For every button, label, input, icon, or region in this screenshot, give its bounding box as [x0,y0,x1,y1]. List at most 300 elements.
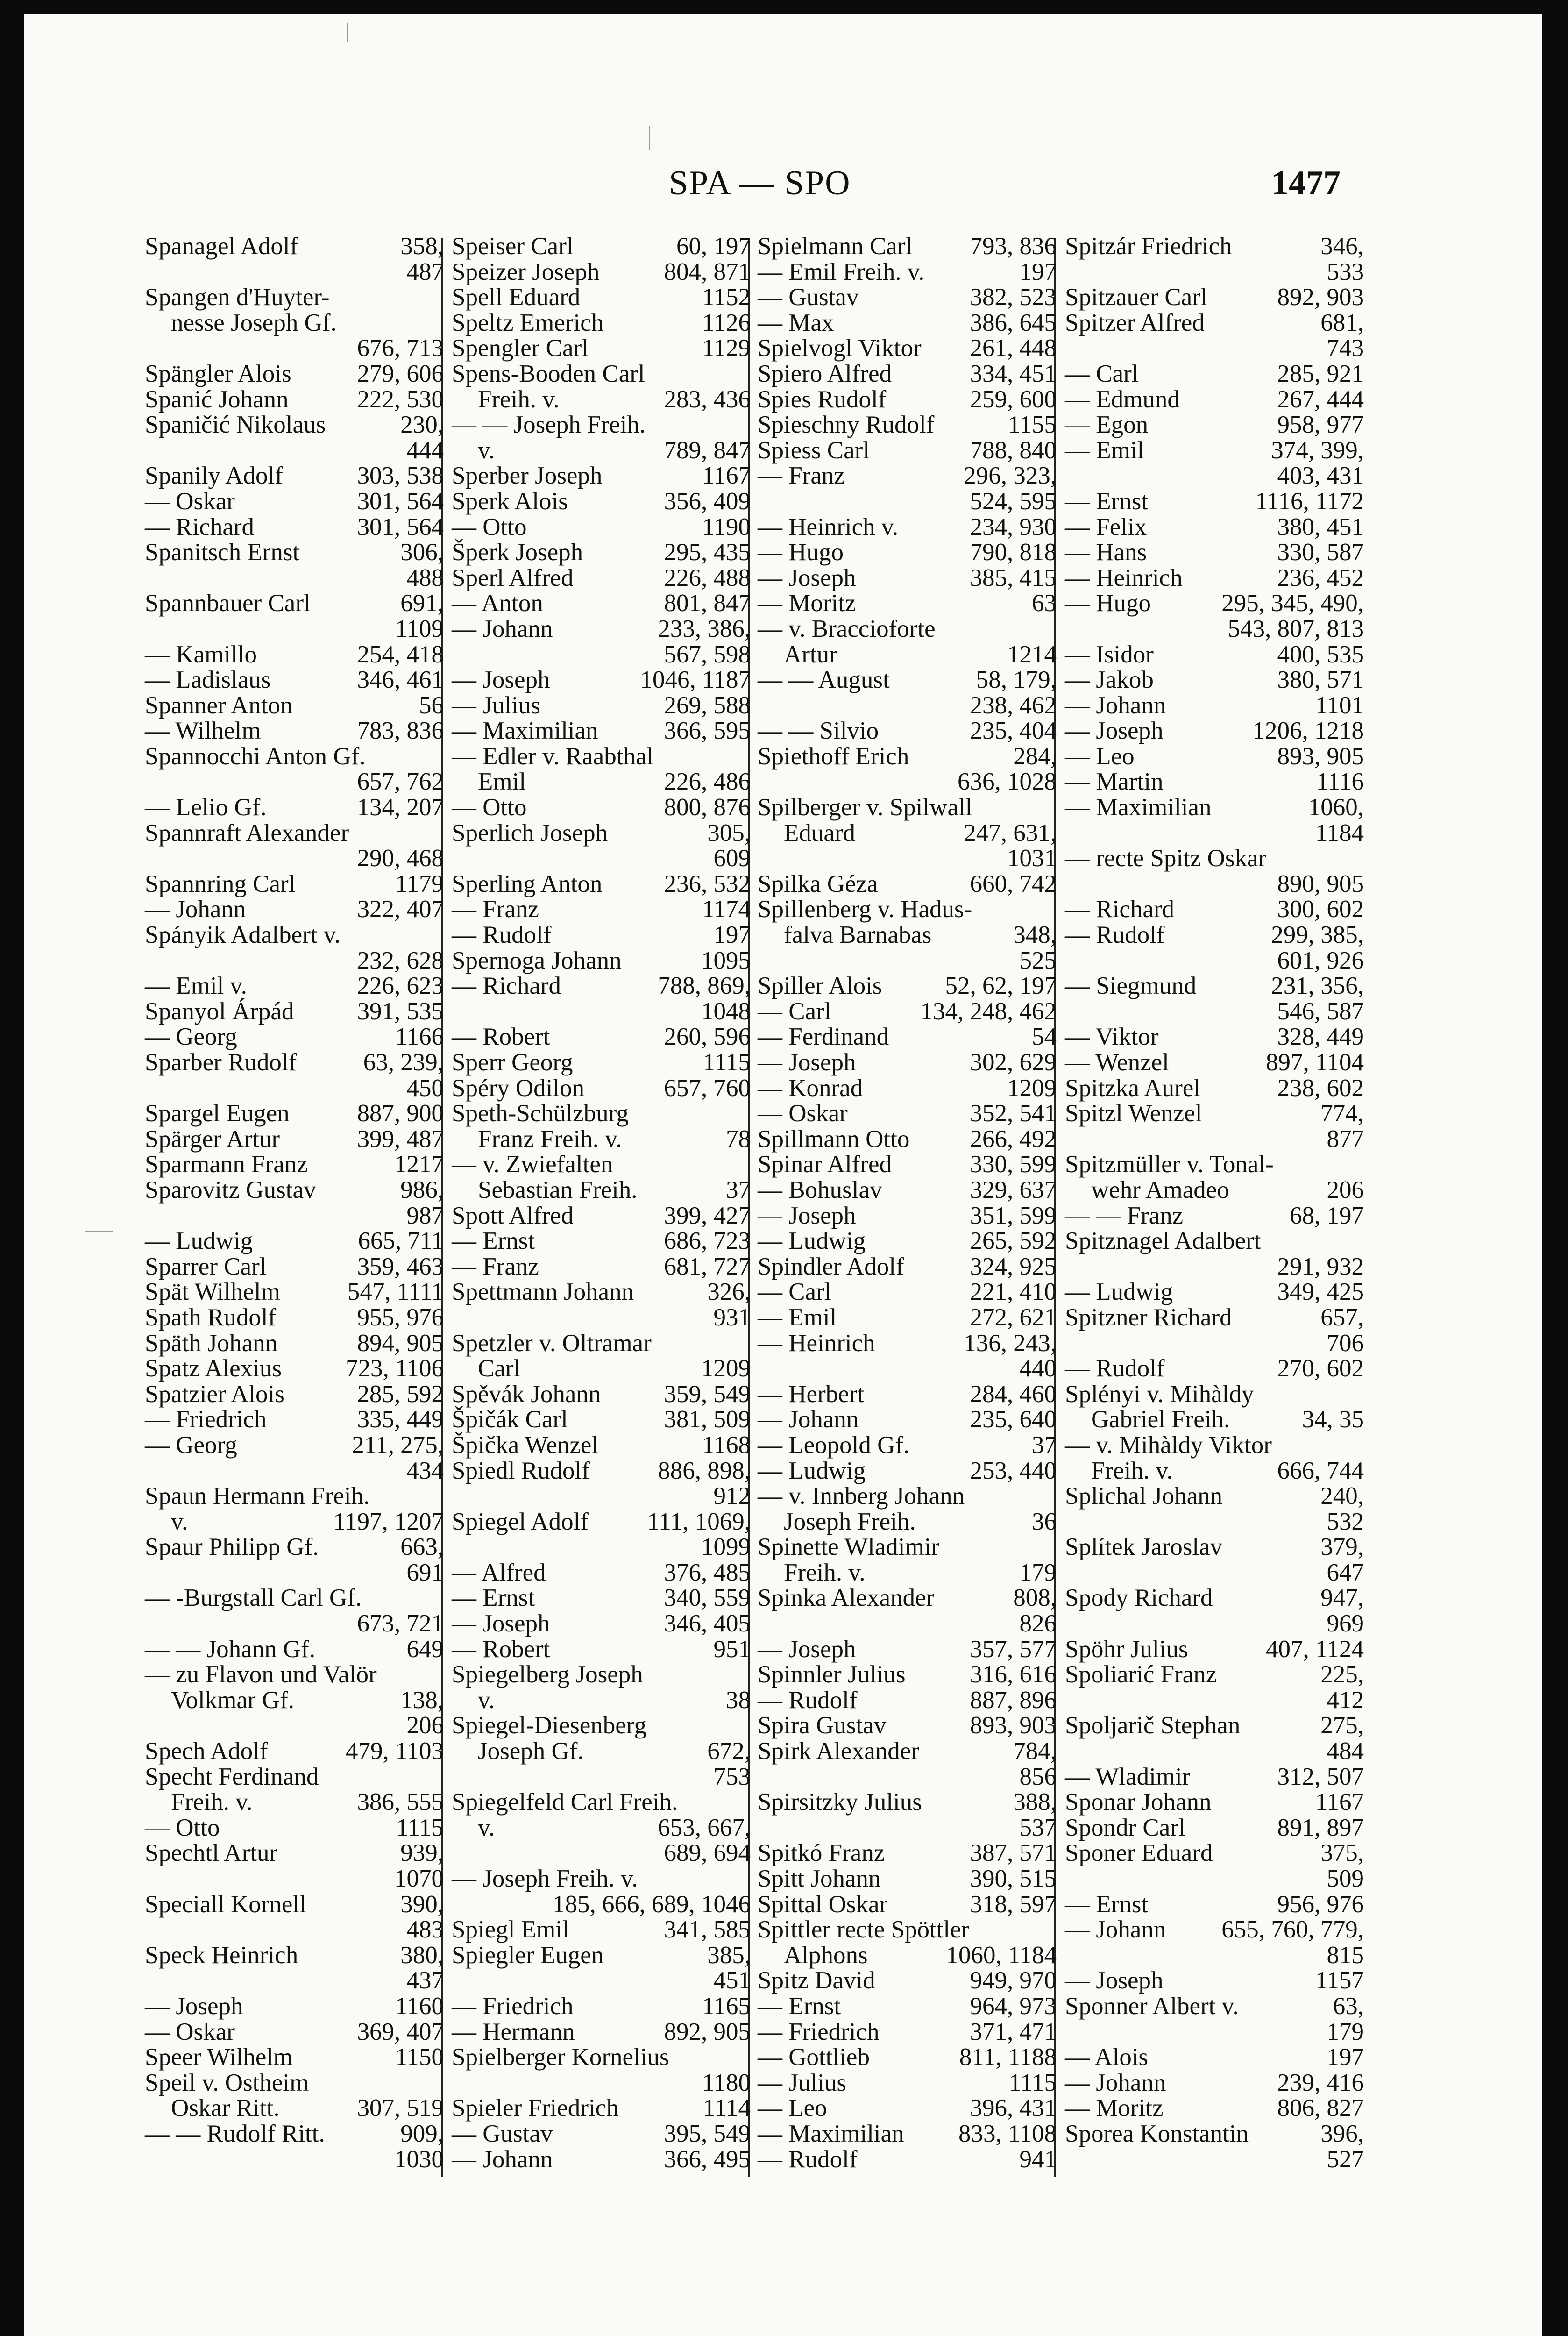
entry-name: — Heinrich [1065,564,1183,591]
index-entry-line [1065,1789,1364,1815]
entry-page-refs: 1168 [702,1431,751,1459]
index-entry-line [1065,1611,1364,1637]
index-entry-line [145,1840,444,1866]
entry-page-refs: 947, [1320,1584,1364,1612]
entry-page-refs: 63, [1333,1992,1364,2020]
index-entry-line [758,1611,1057,1637]
index-entry-line [758,540,1057,565]
entry-name: Franz Freih. v. [478,1125,622,1153]
entry-name: — Kamillo [145,641,257,668]
index-entry-line [145,769,444,795]
entry-page-refs: 58, 179, [976,666,1057,694]
entry-page-refs: 385, 415 [970,564,1057,591]
entry-name: Spargel Eugen [145,1100,290,1127]
entry-name: Spath Rudolf [145,1303,277,1331]
entry-name: — Herbert [758,1380,865,1408]
index-entry-line [145,820,444,846]
entry-name: — v. Zwiefalten [452,1151,613,1178]
entry-name: Spanitsch Ernst [145,539,300,566]
index-entry-line [145,2019,444,2045]
entry-page-refs: 60, 197 [676,233,751,260]
entry-page-refs: 329, 637 [970,1176,1057,1204]
entry-name: — Bohuslav [758,1176,882,1204]
entry-page-refs: 887, 900 [357,1100,444,1127]
entry-page-refs: 269, 588 [664,691,751,719]
entry-page-refs: 484 [1327,1738,1364,1765]
entry-page-refs: 1174 [702,896,751,923]
index-entry-line [758,1637,1057,1662]
entry-page-refs: 260, 596 [664,1023,751,1051]
entry-name: — Joseph [758,1635,856,1663]
index-entry-line [758,2019,1057,2045]
entry-page-refs: 666, 744 [1277,1457,1364,1484]
entry-name: Spilka Géza [758,870,878,897]
entry-name: Sponner Albert v. [1065,1992,1239,2020]
entry-page-refs: 179 [1327,2018,1364,2045]
entry-name: — Joseph [1065,717,1164,745]
index-entry-line [145,1203,444,1229]
entry-name: Spira Gustav [758,1712,887,1739]
entry-page-refs: 138, [400,1686,444,1714]
index-entry-line [758,744,1057,769]
entry-page-refs: 987 [406,1202,444,1229]
entry-page-refs: 374, 399, [1271,436,1364,464]
entry-name: — Edmund [1065,385,1180,413]
entry-name: — Wilhelm [145,717,261,745]
entry-name: — Max [758,309,834,336]
index-entry-line [1065,1075,1364,1101]
index-entry-line [145,1305,444,1331]
index-entry-line [758,565,1057,591]
entry-name: — Otto [452,513,527,541]
entry-name: — Heinrich [758,1329,875,1357]
entry-page-refs: 266, 492 [970,1125,1057,1153]
index-entry-line [1065,1764,1364,1790]
entry-name: — Hans [1065,539,1147,566]
index-entry-line [145,846,444,871]
entry-page-refs: 382, 523 [970,284,1057,311]
index-entry-line [1065,1943,1364,1968]
entry-name: — Joseph [452,1610,550,1638]
entry-name: — Maximilian [1065,794,1212,821]
entry-name: Sparrer Carl [145,1253,267,1280]
entry-page-refs: 330, 587 [1277,539,1364,566]
index-entry-line [145,1688,444,1713]
index-entry-line [145,1968,444,1994]
entry-page-refs: 236, 532 [664,870,751,897]
entry-page-refs: 527 [1327,2145,1364,2173]
index-entry-line [1065,1126,1364,1152]
entry-page-refs: 790, 818 [970,539,1057,566]
entry-page-refs: 247, 631, [964,819,1057,847]
entry-page-refs: 346, 461 [357,666,444,694]
entry-name: Spiegelberg Joseph [452,1661,643,1688]
entry-page-refs: 380, 571 [1277,666,1364,694]
index-entry-line [452,1509,751,1535]
index-entry-line [1065,540,1364,565]
entry-page-refs: 240, [1320,1482,1364,1510]
index-entry-line [758,846,1057,871]
entry-page-refs: 357, 577 [970,1635,1057,1663]
index-entry-line [452,871,751,897]
index-entry-line [452,922,751,948]
entry-page-refs: 380, [400,1941,444,1969]
index-entry-line [758,1024,1057,1050]
index-entry-line [452,1305,751,1331]
entry-page-refs: 1116 [1316,768,1364,796]
entry-page-refs: 222, 530 [357,385,444,413]
entry-page-refs: 253, 440 [970,1457,1057,1484]
entry-page-refs: 134, 248, 462 [920,997,1057,1025]
entry-name: — Emil [1065,436,1144,464]
index-entry-line [1065,744,1364,769]
index-entry-line [452,1152,751,1177]
index-entry-line [758,922,1057,948]
entry-name: Spoljarič Stephan [1065,1712,1241,1739]
index-entry-line [1065,1840,1364,1866]
index-entry-line [1065,565,1364,591]
index-entry-line [758,1101,1057,1126]
entry-page-refs: 412 [1327,1686,1364,1714]
entry-page-refs: 1109 [395,615,444,642]
entry-page-refs: 488 [406,564,444,591]
index-entry-line [452,489,751,514]
entry-page-refs: 239, 416 [1277,2069,1364,2096]
index-entry-line [1065,1534,1364,1560]
index-entry-line [452,1611,751,1637]
entry-name: — Wladimir [1065,1763,1191,1790]
index-entry-line [1065,412,1364,438]
entry-name: Joseph Freih. [784,1508,916,1535]
index-entry-line [145,1611,444,1637]
entry-name: Spiegel Adolf [452,1508,589,1535]
entry-page-refs: 400, 535 [1277,641,1364,668]
entry-name: Spanyol Árpád [145,997,294,1025]
entry-page-refs: 221, 410 [970,1278,1057,1306]
entry-page-refs: 806, 827 [1277,2094,1364,2122]
index-entry-line [1065,2044,1364,2070]
index-entry-line [452,1279,751,1305]
entry-name: Spitzauer Carl [1065,284,1207,311]
entry-name: — Gottlieb [758,2044,870,2071]
index-entry-line [1065,642,1364,668]
entry-name: Spiero Alfred [758,360,892,387]
entry-page-refs: 349, 425 [1277,1278,1364,1306]
index-entry-line [1065,2147,1364,2172]
entry-name: — Johann [758,1406,859,1433]
index-entry-line [1065,1331,1364,1356]
entry-page-refs: 567, 598 [664,641,751,668]
entry-name: falva Barnabas [784,921,932,949]
entry-name: Spittal Oskar [758,1890,888,1918]
entry-page-refs: 784, [1013,1738,1057,1765]
entry-name: Spieschny Rudolf [758,411,935,439]
index-entry-line [1065,1994,1364,2019]
index-entry-line [452,1203,751,1229]
index-entry-line [452,387,751,413]
index-entry-line [1065,2095,1364,2121]
entry-name: Spielvogl Viktor [758,335,922,362]
entry-page-refs: 546, 587 [1277,997,1364,1025]
index-entry-line [452,1560,751,1586]
entry-page-refs: 369, 407 [357,2018,444,2045]
entry-page-refs: 1209 [1007,1074,1057,1102]
entry-name: Späth Johann [145,1329,278,1357]
index-entry-line [145,565,444,591]
entry-name: Spaun Hermann Freih. [145,1482,370,1510]
entry-page-refs: 1101 [1315,691,1364,719]
index-entry-line [1065,948,1364,974]
index-entry-line [452,463,751,489]
index-entry-line [758,1254,1057,1280]
entry-name: Spengler Carl [452,335,589,362]
index-entry-line [145,871,444,897]
entry-name: — zu Flavon und Valör [145,1661,377,1688]
entry-name: — Joseph [145,1992,243,2020]
entry-page-refs: 1209 [701,1355,751,1382]
entry-name: Spitz David [758,1967,875,1994]
entry-page-refs: 379, [1320,1533,1364,1561]
index-entry-line [145,1279,444,1305]
entry-name: — Ernst [758,1992,841,2020]
entry-page-refs: 285, 921 [1277,360,1364,387]
index-entry-line [1065,1968,1364,1994]
entry-page-refs: 804, 871 [664,258,751,285]
entry-page-refs: 37 [726,1176,751,1204]
entry-page-refs: 403, 431 [1277,462,1364,490]
entry-page-refs: 964, 973 [970,1992,1057,2020]
entry-page-refs: 348, [1013,921,1057,949]
index-entry-line [452,1177,751,1203]
entry-page-refs: 1217 [394,1151,444,1178]
entry-name: — recte Spitz Oskar [1065,845,1267,872]
index-entry-line [145,693,444,719]
index-entry-line [452,1892,751,1917]
index-entry-line [1065,259,1364,285]
index-entry-line [452,1050,751,1075]
entry-name: Spetzler v. Oltramar [452,1329,652,1357]
index-entry-line [145,795,444,820]
entry-name: — Alois [1065,2044,1149,2071]
entry-page-refs: 681, 727 [664,1253,751,1280]
index-entry-line [145,922,444,948]
entry-name: Spernoga Johann [452,947,622,974]
entry-page-refs: 387, 571 [970,1839,1057,1867]
index-entry-line [452,2095,751,2121]
entry-name: — Siegmund [1065,972,1197,1000]
entry-page-refs: 307, 519 [357,2094,444,2122]
entry-page-refs: 279, 606 [357,360,444,387]
entry-page-refs: 808, [1013,1584,1057,1612]
entry-page-refs: 407, 1124 [1265,1635,1364,1663]
entry-name: Sporea Konstantin [1065,2120,1249,2147]
entry-page-refs: 206 [406,1712,444,1739]
index-entry-line [758,1534,1057,1560]
index-entry-line [758,361,1057,387]
index-entry-line [145,1126,444,1152]
entry-page-refs: 358, [400,233,444,260]
entry-name: Sperl Alfred [452,564,574,591]
entry-page-refs: 892, 905 [664,2018,751,2045]
entry-page-refs: 939, [400,1839,444,1867]
entry-name: Spilberger v. Spilwall [758,794,972,821]
entry-page-refs: 1031 [1007,845,1057,872]
index-entry-line [1065,1738,1364,1764]
entry-name: — Emil Freih. v. [758,258,925,285]
index-entry-line [145,1382,444,1407]
entry-page-refs: 893, 905 [1277,742,1364,770]
entry-name: — Oskar [145,2018,235,2045]
entry-name: Spitkó Franz [758,1839,885,1867]
index-entry-line [145,1815,444,1841]
index-entry-line [452,642,751,668]
entry-name: Spiller Alois [758,972,882,1000]
entry-page-refs: 1190 [702,513,751,541]
index-entry-line [758,310,1057,336]
entry-page-refs: 390, 515 [970,1865,1057,1892]
index-entry-line [452,948,751,974]
index-entry-line [758,2044,1057,2070]
index-entry-line [1065,1509,1364,1535]
index-entry-line [1065,310,1364,336]
index-column-1 [145,234,444,2172]
entry-page-refs: 359, 463 [357,1253,444,1280]
index-entry-line [758,1331,1057,1356]
index-entry-line [452,1688,751,1713]
index-entry-line [145,1152,444,1177]
entry-page-refs: 826 [1019,1610,1057,1638]
entry-page-refs: 299, 385, [1271,921,1364,949]
entry-name: — Emil v. [145,972,247,1000]
entry-page-refs: 1129 [702,335,751,362]
entry-page-refs: 346, 405 [664,1610,751,1638]
entry-page-refs: 285, 592 [357,1380,444,1408]
entry-page-refs: 232, 628 [357,947,444,974]
entry-name: — Otto [452,794,527,821]
index-entry-line [145,1917,444,1943]
entry-name: — Rudolf [1065,1355,1165,1382]
entry-name: Emil [478,768,526,796]
entry-name: Joseph Gf. [478,1738,584,1765]
index-entry-line [145,335,444,361]
entry-name: — Ludwig [1065,1278,1173,1306]
entry-page-refs: 483 [406,1916,444,1944]
index-entry-line [1065,1305,1364,1331]
index-entry-line [758,2121,1057,2147]
index-entry-line [1065,999,1364,1025]
entry-name: — Joseph [758,564,856,591]
entry-page-refs: 691 [406,1559,444,1586]
index-entry-line [145,1483,444,1509]
entry-page-refs: 537 [1019,1814,1057,1841]
entry-name: — Isidor [1065,641,1154,668]
entry-name: — Leo [1065,742,1135,770]
index-entry-line [758,1305,1057,1331]
index-entry-line [452,616,751,642]
index-entry-line [452,2121,751,2147]
entry-page-refs: 284, 460 [970,1380,1057,1408]
index-entry-line [758,973,1057,999]
entry-name: — Leo [758,2094,827,2122]
index-entry-line [758,259,1057,285]
entry-page-refs: 1160 [395,1992,444,2020]
entry-name: — Felix [1065,513,1147,541]
entry-page-refs: 1214 [1007,641,1057,668]
index-entry-line [1065,438,1364,463]
entry-page-refs: 672, [707,1738,751,1765]
index-entry-line [758,1943,1057,1968]
index-entry-line [145,1407,444,1432]
entry-name: — Ludwig [145,1227,253,1255]
index-entry-line [758,234,1057,259]
index-entry-line [1065,387,1364,413]
entry-page-refs: 68, 197 [1290,1202,1364,1229]
entry-name: — Ferdinand [758,1023,889,1051]
index-entry-line [758,1738,1057,1764]
entry-name: — Viktor [1065,1023,1159,1051]
entry-page-refs: 890, 905 [1277,870,1364,897]
entry-name: Spechtl Artur [145,1839,278,1867]
entry-page-refs: 231, 356, [1271,972,1364,1000]
entry-name: — v. Mihàldy Viktor [1065,1431,1272,1459]
entry-page-refs: 396, 431 [970,2094,1057,2122]
entry-name: Spitzár Friedrich [1065,233,1232,260]
entry-page-refs: 958, 977 [1277,411,1364,439]
entry-name: — Robert [452,1023,550,1051]
entry-page-refs: 891, 897 [1277,1814,1364,1841]
index-entry-line [758,412,1057,438]
entry-page-refs: 261, 448 [970,335,1057,362]
entry-name: Spät Wilhelm [145,1278,280,1306]
index-entry-line [1065,1177,1364,1203]
index-entry-line [758,1509,1057,1535]
entry-name: Spanner Anton [145,691,293,719]
entry-page-refs: 533 [1327,258,1364,285]
index-entry-line [758,642,1057,668]
entry-page-refs: 955, 976 [357,1303,444,1331]
entry-name: — Leopold Gf. [758,1431,910,1459]
entry-page-refs: 1197, 1207 [333,1508,444,1535]
entry-page-refs: 179 [1019,1559,1057,1586]
entry-page-refs: 912 [713,1482,751,1510]
index-entry-line [1065,1815,1364,1841]
entry-name: Spannraft Alexander [145,819,349,847]
entry-name: Volkmar Gf. [171,1686,294,1714]
index-entry-line [452,897,751,922]
entry-name: Spaničić Nikolaus [145,411,326,439]
entry-page-refs: 951 [713,1635,751,1663]
index-entry-line [452,1075,751,1101]
entry-page-refs: 1095 [701,947,751,974]
entry-name: Spaur Philipp Gf. [145,1533,319,1561]
index-entry-line [145,1432,444,1458]
index-entry-line [758,871,1057,897]
entry-name: — Julius [452,691,540,719]
entry-name: Špičák Carl [452,1406,568,1433]
entry-page-refs: 743 [1327,335,1364,362]
entry-page-refs: 238, 602 [1277,1074,1364,1102]
entry-name: Spott Alfred [452,1202,574,1229]
entry-name: v. [171,1508,188,1535]
entry-page-refs: 893, 903 [970,1712,1057,1739]
entry-name: Sperk Alois [452,487,568,515]
entry-name: Spitzer Alfred [1065,309,1205,336]
entry-name: — Moritz [1065,2094,1164,2122]
index-entry-line [758,1968,1057,1994]
entry-name: Splichal Johann [1065,1482,1223,1510]
entry-name: — Johann [452,2145,553,2173]
entry-page-refs: 322, 407 [357,896,444,923]
